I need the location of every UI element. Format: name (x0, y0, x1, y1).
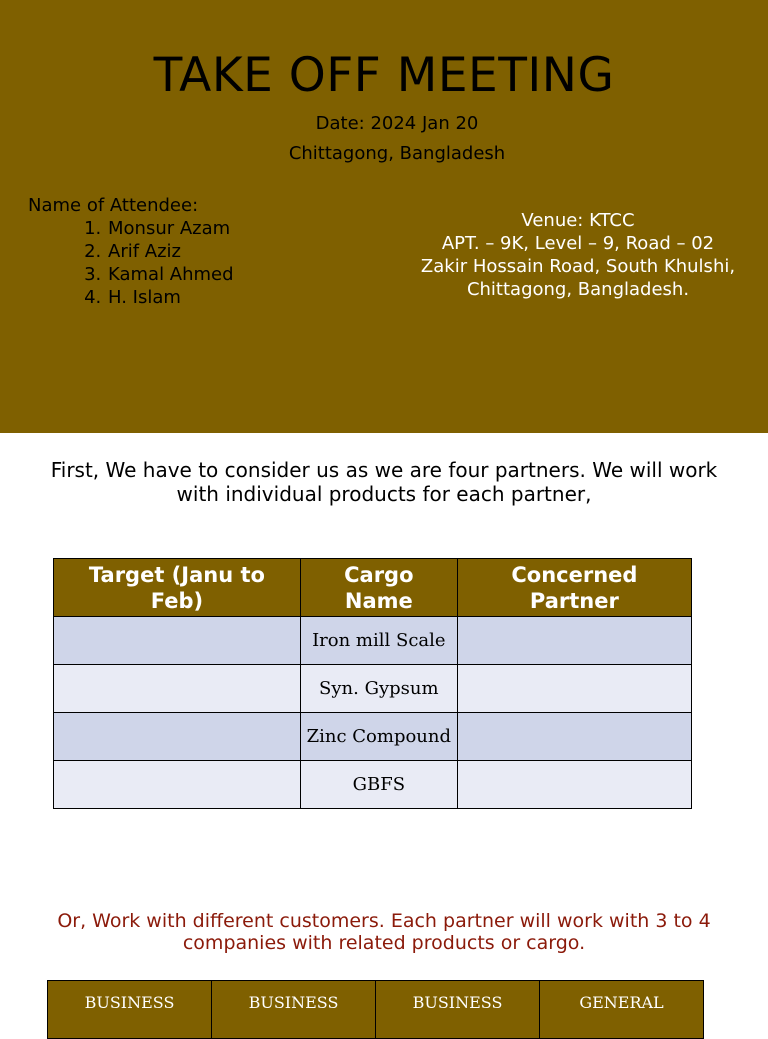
partner-cell (457, 665, 691, 713)
column-header-target: Target (Janu to Feb) (54, 559, 301, 617)
attendee-item: 2. Arif Aziz (107, 240, 234, 263)
target-cell (54, 665, 301, 713)
column-header-business: BUSINESS (212, 981, 376, 1039)
column-header-general: GENERAL (540, 981, 704, 1039)
table-row (54, 761, 692, 809)
column-header-partner: Concerned Partner (457, 559, 691, 617)
attendee-item: 1. Monsur Azam (107, 217, 234, 240)
venue-address-line: APT. – 9K, Level – 9, Road – 02 (441, 233, 715, 254)
target-cell (54, 713, 301, 761)
venue-block (393, 209, 763, 301)
business-table (47, 980, 704, 1039)
attendee-list (28, 194, 234, 309)
alternative-paragraph: Or, Work with different customers. Each partner will work with 3 to 4 companies with related products or cargo. (57, 910, 711, 954)
meeting-date: Date: 2024 Jan 20 (315, 113, 479, 134)
partner-cell (457, 713, 691, 761)
column-header-cargo-name: Cargo Name (300, 559, 457, 617)
attendee-item: 4. H. Islam (107, 286, 234, 309)
column-header-business: BUSINESS (48, 981, 212, 1039)
attendee-label: Name of Attendee: (28, 195, 199, 216)
meeting-header (0, 0, 768, 433)
table-row (54, 665, 692, 713)
cargo-name-cell: Syn. Gypsum (300, 665, 457, 713)
table-header-row (48, 981, 704, 1039)
intro-paragraph: First, We have to consider us as we are four partners. We will work with individual products for each partner, (50, 458, 718, 506)
meeting-location: Chittagong, Bangladesh (288, 143, 506, 164)
table-row (54, 713, 692, 761)
partner-cell (457, 617, 691, 665)
cargo-name-cell: Iron mill Scale (300, 617, 457, 665)
partner-cell (457, 761, 691, 809)
venue-name: Venue: KTCC (521, 210, 635, 231)
table-row (54, 617, 692, 665)
venue-address-line: Chittagong, Bangladesh. (466, 279, 690, 300)
target-cell (54, 761, 301, 809)
table-header-row (54, 559, 692, 617)
cargo-table (53, 558, 692, 809)
venue-address-line: Zakir Hossain Road, South Khulshi, (420, 256, 736, 277)
attendee-item: 3. Kamal Ahmed (107, 263, 234, 286)
cargo-name-cell: GBFS (300, 761, 457, 809)
meeting-title: TAKE OFF MEETING (153, 48, 615, 103)
cargo-name-cell: Zinc Compound (300, 713, 457, 761)
column-header-business: BUSINESS (376, 981, 540, 1039)
target-cell (54, 617, 301, 665)
